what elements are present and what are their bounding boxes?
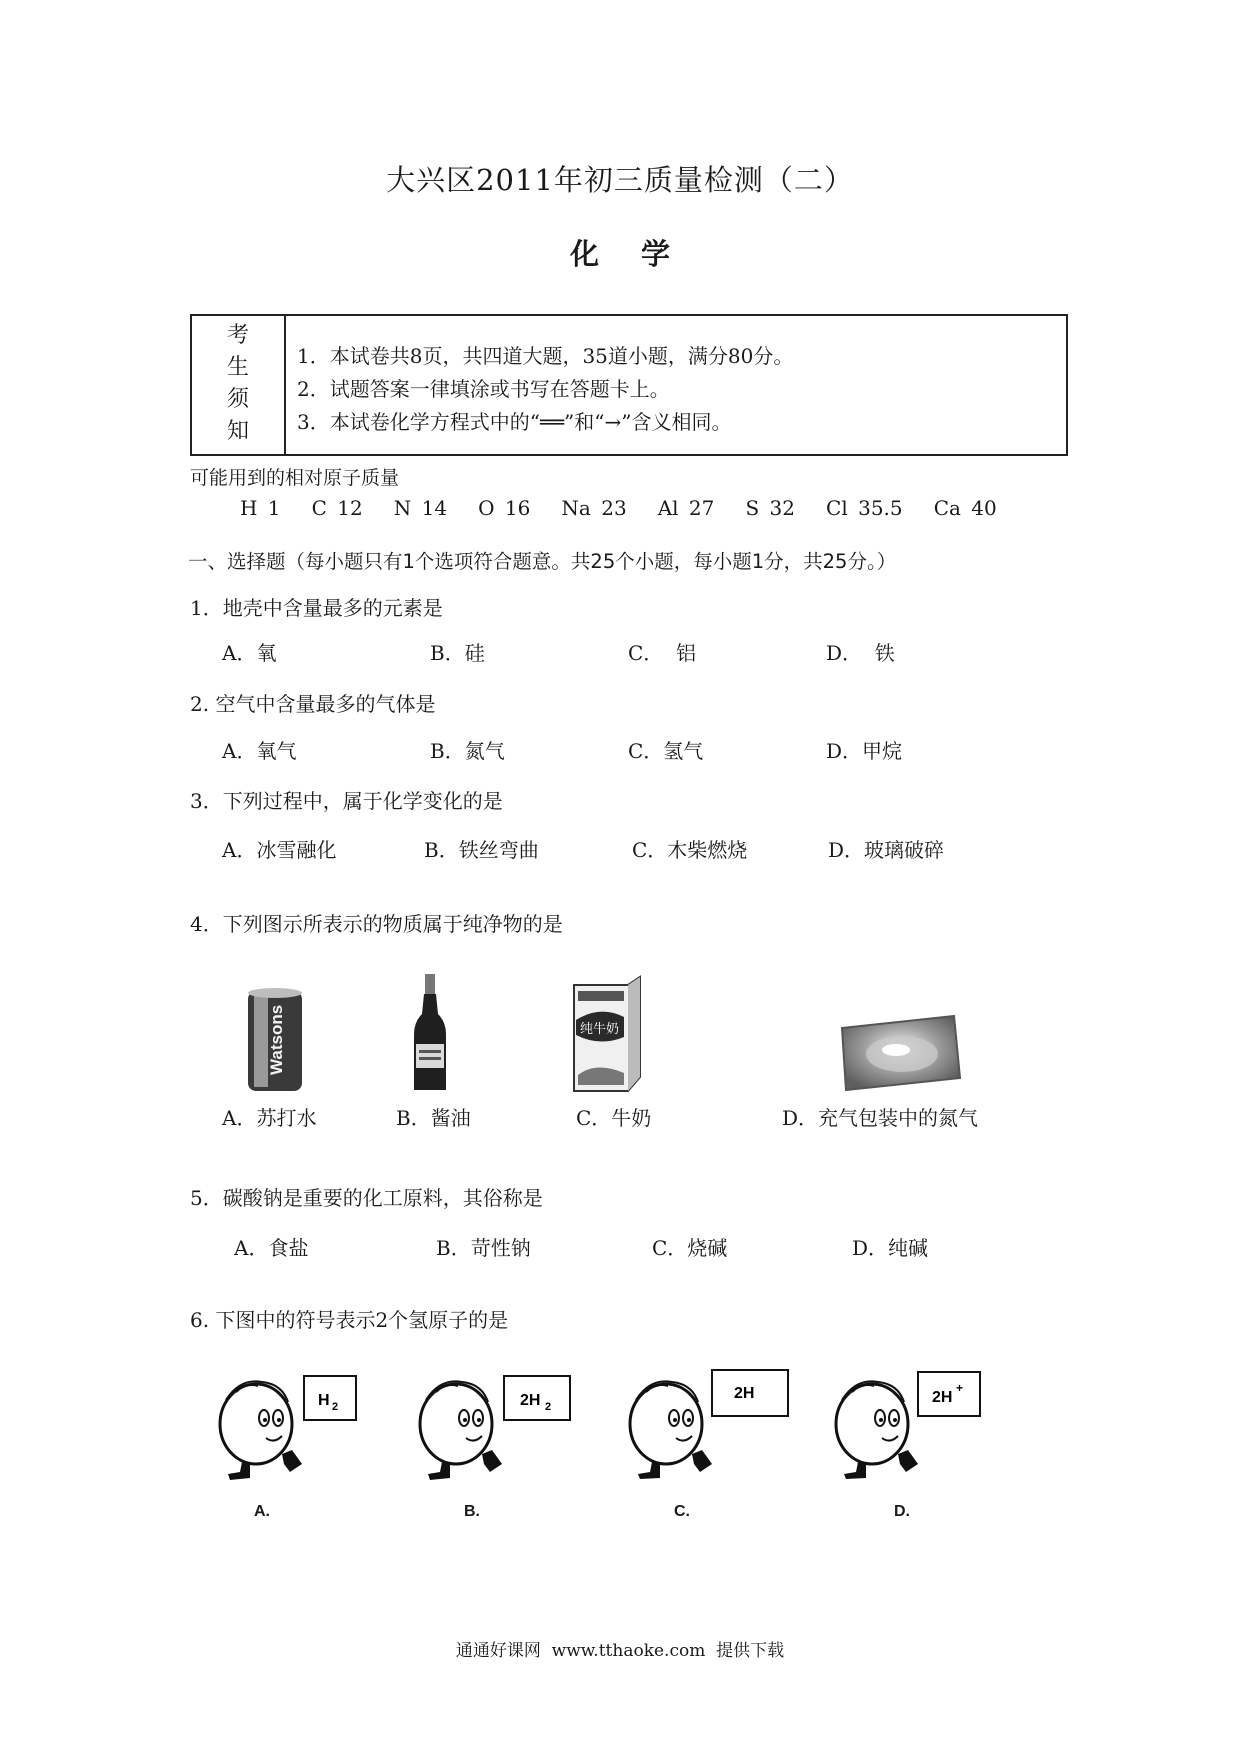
option-d: D．玻璃破碎 (828, 838, 945, 862)
option-d: D. (894, 1503, 910, 1520)
section-heading: 一、选择题（每小题只有1个选项符合题意。共25个小题，每小题1分，共25分。） (188, 550, 897, 573)
option-b: B．苛性钠 (436, 1236, 531, 1260)
option-c: C．牛奶 (576, 1106, 652, 1130)
option-c: C. (674, 1503, 690, 1520)
option-a: A．冰雪融化 (222, 838, 337, 862)
option-a: A．氧 (222, 641, 277, 665)
option-c: C．烧碱 (652, 1236, 728, 1260)
option-d: D．甲烷 (826, 739, 903, 763)
symbol-sub: 2 (545, 1401, 552, 1413)
notice-label-char: 须 (226, 387, 249, 412)
option-c: C． 铝 (628, 641, 697, 665)
option-c: C．氢气 (628, 739, 704, 763)
option-a: A. (254, 1503, 270, 1520)
option-a: A．食盐 (234, 1236, 309, 1260)
option-d: D．纯碱 (852, 1236, 929, 1260)
notice-label-char: 知 (226, 419, 249, 444)
symbol-main: 2H (932, 1389, 953, 1406)
atomic-mass-values: H 1 C 12 N 14 O 16 Na 23 Al 27 S 32 Cl 35.5 Ca 40 (240, 496, 997, 520)
symbol-sup: + (956, 1381, 964, 1395)
option-a: A．氧气 (222, 739, 297, 763)
soda-can-image (244, 985, 306, 1095)
page-footer: 通通好课网 www.tthaoke.com 提供下载 (455, 1641, 785, 1661)
question-stem: 5．碳酸钠是重要的化工原料，其俗称是 (190, 1186, 543, 1210)
question-stem: 1．地壳中含量最多的元素是 (190, 596, 443, 620)
notice-item: 2．试题答案一律填涂或书写在答题卡上。 (297, 377, 670, 401)
question-stem: 3．下列过程中，属于化学变化的是 (190, 789, 503, 813)
milk-label-text: 纯牛奶 (580, 1022, 620, 1037)
question-stem: 2. 空气中含量最多的气体是 (190, 692, 436, 716)
option-b: B．酱油 (396, 1106, 471, 1130)
option-a: A．苏打水 (222, 1106, 317, 1130)
option-d: D．充气包装中的氮气 (782, 1106, 979, 1130)
notice-items (297, 340, 793, 439)
atom-cartoon-c (626, 1368, 798, 1480)
atomic-mass-heading: 可能用到的相对原子质量 (190, 467, 400, 489)
symbol-main: 2H (734, 1385, 755, 1402)
notice-label-char: 考 (226, 323, 249, 348)
soy-sauce-bottle-image (410, 972, 450, 1094)
question-stem: 4．下列图示所表示的物质属于纯净物的是 (190, 912, 563, 936)
nitrogen-package-image (836, 1012, 964, 1094)
atom-cartoon-d (832, 1368, 1002, 1480)
option-b: B．铁丝弯曲 (424, 838, 539, 862)
notice-label-char: 生 (226, 355, 249, 380)
notice-item: 3．本试卷化学方程式中的“══”和“→”含义相同。 (297, 410, 732, 434)
exam-notice-box (190, 314, 1068, 456)
symbol-main: 2H (520, 1392, 541, 1409)
question-stem: 6. 下图中的符号表示2个氢原子的是 (190, 1308, 509, 1332)
option-b: B．硅 (430, 641, 485, 665)
option-d: D． 铁 (826, 641, 895, 665)
option-b: B．氮气 (430, 739, 505, 763)
option-b: B. (464, 1503, 480, 1520)
notice-label (192, 316, 286, 454)
can-label-text: Watsons (267, 1004, 286, 1075)
symbol-main: H (318, 1392, 330, 1409)
atom-cartoon-a (216, 1372, 376, 1484)
symbol-sub: 2 (332, 1401, 339, 1413)
option-c: C．木柴燃烧 (632, 838, 748, 862)
subject-title: 化学 (569, 237, 712, 271)
milk-carton-image (566, 975, 646, 1095)
atom-cartoon-b (416, 1372, 588, 1484)
notice-item: 1．本试卷共8页，共四道大题，35道小题，满分80分。 (297, 344, 794, 368)
page-title: 大兴区2011年初三质量检测（二） (386, 163, 854, 197)
